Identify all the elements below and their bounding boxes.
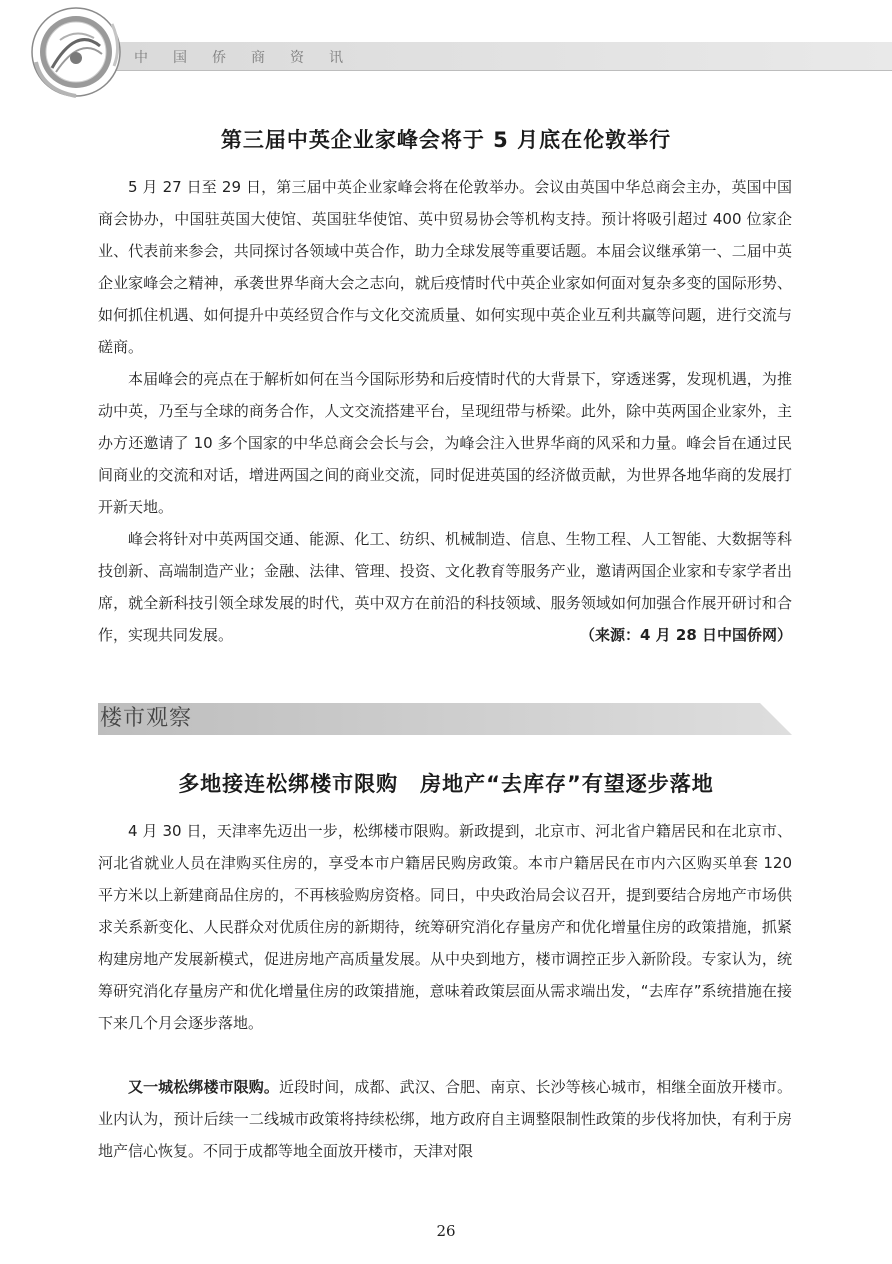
header-divider (100, 70, 892, 71)
article-title: 多地接连松绑楼市限购 房地产“去库存”有望逐步落地 (178, 772, 714, 796)
article-paragraph (98, 1071, 792, 1167)
article-paragraph: 4 月 30 日，天津率先迈出一步，松绑楼市限购。新政提到，北京市、河北省户籍居民和在北京市、河北省就业人员在津购买住房的，享受本市户籍居民购房政策。本市户籍居民在市内六区购买单套 120 平方米以上新建商品住房的，不再核验购房资格。同日，中央政治局会议召开，提到要结合房地产市场供求关系新变化、人民群众对优质住房的新期待，统筹研究消化存量房产和优化增量住房的政策措施，抓紧构建房地产发展新模式，促进房地产高质量发展。从中央到地方，楼市调控正步入新阶段。专家认为，统筹研究消化存量房产和优化增量住房的政策措施，意味着政策层面从需求端出发，“去库存”系统措施在接下来几个月会逐步落地。 (98, 822, 792, 1032)
article-title: 第三届中英企业家峰会将于 5 月底在伦敦举行 (220, 128, 672, 152)
article-source: （来源：4 月 28 日中国侨网） (580, 626, 792, 644)
article-paragraph: 本届峰会的亮点在于解析如何在当今国际形势和后疫情时代的大背景下，穿透迷雾，发现机遇，为推动中英，乃至与全球的商务合作，人文交流搭建平台，呈现纽带与桥梁。此外，除中英两国企业家外，主办方还邀请了 10 多个国家的中华总商会会长与会，为峰会注入世界华商的风采和力量。峰会旨在通过民间商业的交流和对话，增进两国之间的商业交流，同时促进英国的经济做贡献，为世界各地华商的发展打开新天地。 (98, 370, 792, 516)
association-logo-icon (30, 6, 122, 98)
section-title: 楼市观察 (100, 706, 193, 731)
section-band (98, 703, 792, 735)
paragraph-text: 近段时间，成都、武汉、合肥、南京、长沙等核心城市，相继全面放开楼市。业内认为，预计后续一二线城市政策将持续松绑，地方政府自主调整限制性政策的步伐将加快，有利于房地产信心恢复。不同于成都等地全面放开楼市，天津对限 (98, 1078, 792, 1160)
publication-title: 中国侨商资讯 (134, 50, 368, 66)
paragraph-text: 峰会将针对中英两国交通、能源、化工、纺织、机械制造、信息、生物工程、人工智能、大数据等科技创新、高端制造产业；金融、法律、管理、投资、文化教育等服务产业，邀请两国企业家和专家学者出席，就全新科技引领全球发展的时代，英中双方在前沿的科技领域、服务领域如何加强合作展开研讨和合作，实现共同发展。 (98, 530, 792, 644)
article-paragraph (98, 523, 792, 651)
paragraph-lead: 又一城松绑楼市限购。 (128, 1078, 279, 1096)
page-number: 26 (436, 1222, 456, 1240)
article-paragraph: 5 月 27 日至 29 日，第三届中英企业家峰会将在伦敦举办。会议由英国中华总商会主办，英国中国商会协办，中国驻英国大使馆、英国驻华使馆、英中贸易协会等机构支持。预计将吸引超过 400 位家企业、代表前来参会，共同探讨各领域中英合作，助力全球发展等重要话题。本届会议继承第一、二届中英企业家峰会之精神，承袭世界华商大会之志向，就后疫情时代中英企业家如何面对复杂多变的国际形势、如何抓住机遇、如何提升中英经贸合作与文化交流质量、如何实现中英企业互利共赢等问题，进行交流与磋商。 (98, 178, 792, 356)
